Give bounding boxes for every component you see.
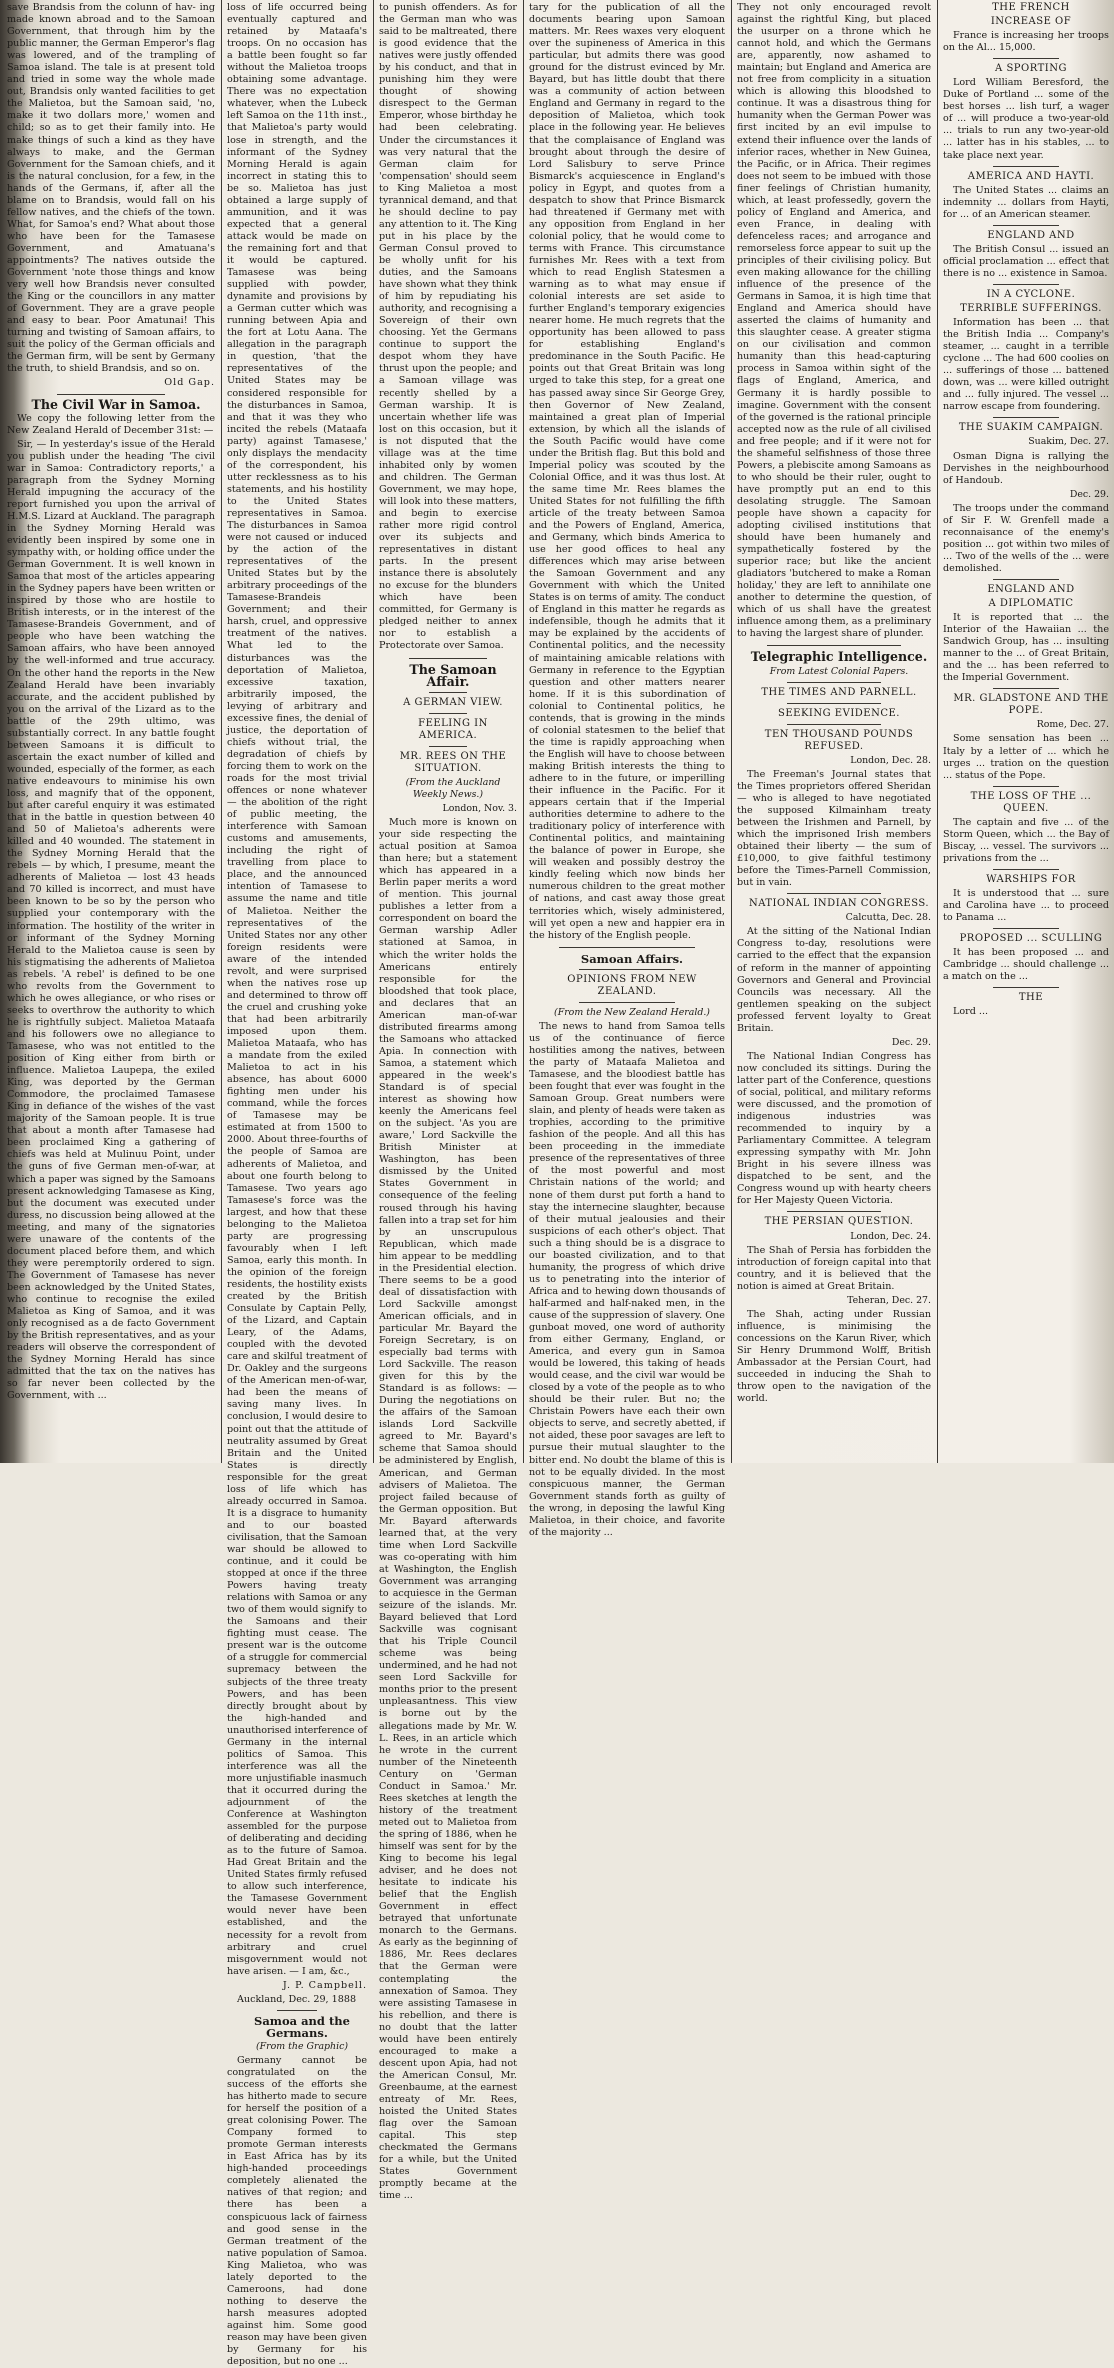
news-dateline: Dec. 29. xyxy=(1069,488,1109,500)
news-subheading: TEN THOUSAND POUNDS REFUSED. xyxy=(764,728,914,752)
column1-top-text: save Brandsis from the colunn of hav- ing made known abroad and to the Samoan Government, that through him by the public manner, the German Emperor's flag was lowered, and of the trampling of Samoa island. The tale is at present told and tried in some way the whole made out, Brandsis only wanted facilities to get the Malietoa, but the Samoan said, 'no, make it two dollars more,' women and child; so as to get their family into. He make things of such a kind as they have always to make, and the German Government for the Samoan chiefs, and it is the natural conclusion, for a few, in the hands of the Germans, if, after all the blame on to Brandsis, would fall on his fellow natives, and the chiefs of the town. What, for Samoa's end? What about those who have been for the Tamasese Government, and Amatuana's appointments? The natives outside the Government 'note those things and know very well how Brandsis never consulted the King or the councillors in any matter of Government. They are a grave people and easy to bear. Poor Amatunai! This turning and twisting of Samoan affairs, to suit the policy of the German officials and the German firm, will be sent by Germany the truth, to shield Brandsis, and so on. xyxy=(7,2,215,375)
column1-top-signature: Old Gap. xyxy=(164,377,215,389)
news-body: The British Consul ... issued an official proclamation ... effect that there is no ... existence in Samoa. xyxy=(943,243,1109,279)
news-dateline: London, Dec. 28. xyxy=(850,754,931,766)
section-divider xyxy=(409,658,487,659)
section-divider xyxy=(787,703,881,704)
news-body: The National Indian Congress has now concluded its sittings. During the latter part of the Conference, questions of social, political, and military reforms were discussed, and the promotion of indigenous industries was recommended to inquiry by a Parliamentary Committee. A telegram expressing sympathy with Mr. John Bright in his severe illness was dispatched to be sent, and the Congress wound up with hearty cheers for Her Majesty Queen Victoria. xyxy=(737,1050,931,1207)
news-heading: IN A CYCLONE. xyxy=(986,288,1076,300)
section-divider xyxy=(579,969,675,970)
news-heading: THE FRENCH xyxy=(992,2,1070,13)
news-heading: ENGLAND AND xyxy=(987,583,1075,595)
article-body: Germany cannot be congratulated on the success of the efforts she has hitherto made to secure for herself the position of a great colonising Power. The Company formed to promote German interests in East Africa has by its high-handed proceedings completely alienated the natives of that region; and there has been a conspicuous lack of fairness and good sense in the German treatment of the native population of Samoa. King Malietoa, who was lately deported to the Cameroons, had done nothing to deserve the harsh measures adopted against him. Some good reason may have been given by Germany for his deposition, but no one ... xyxy=(227,2054,367,2368)
article-subheading: A GERMAN VIEW. xyxy=(403,696,503,708)
news-subheading: A DIPLOMATIC xyxy=(988,598,1074,610)
news-heading: WARSHIPS FOR xyxy=(986,873,1076,885)
section-divider xyxy=(993,417,1059,418)
article-subheading: OPINIONS FROM NEW ZEALAND. xyxy=(567,973,697,997)
article-body: The news to hand from Samoa tells us of the continuance of fierce hostilities among the natives, between the party of Mataafa Malietoa and Tamasese, and the bloodiest battle has been fought that ever was fought in the Samoan Group. Great numbers were slain, and plenty of heads were taken as trophies, according to the primitive fashion of the people. And all this has been proceeding in the immediate presence of the representatives of three of the most powerful and most Christain nations of the world; and none of them durst put forth a hand to stay the internecine slaughter, because of their mutual jealousies and their suspicions of each other's object. That such a thing should be is a disgrace to our boasted civilization, and to that humanity, the progress of which drive us to penetrating into the interior of Africa and to hewing down thousands of half-armed and half-naked men, in the cause of the suppression of slavery. One gunboat moved, one word of authority from either Germany, England, or America, and every gun in Samoa would be lowered, this taking of heads would cease, and the civil war would be closed by a vote of the people as to who should be their ruler. But no; the Christain Powers have each their own objects to serve, and secretly abetted, if not aided, these poor savages are left to pursue their mutual slaughter to the bitter end. No doubt the blame of this is not to be equally divided. In the most conspicuous manner, the German Government stands forth as guilty of the wrong, in deposing the lawful King Malietoa, in their choice, and favorite of the majority ... xyxy=(529,1020,725,1538)
letter-dateline: Auckland, Dec. 29, 1888 xyxy=(237,1993,357,2005)
section-divider xyxy=(787,1211,881,1212)
news-body: It is reported that ... the Interior of the Hawaiian ... the Sandwich Group, has ... insulting manner to the ... of Great Britain, and the ... has been referred to the Imperial Government. xyxy=(943,612,1109,684)
article-heading-samoan-affair: The Samoan Affair. xyxy=(409,661,497,689)
column-5 xyxy=(732,0,936,1463)
news-heading: MR. GLADSTONE AND THE POPE. xyxy=(953,693,1109,717)
news-subheading: INCREASE OF xyxy=(990,16,1072,28)
section-divider xyxy=(559,947,695,948)
news-dateline: London, Dec. 24. xyxy=(850,1230,931,1242)
column-1 xyxy=(2,0,220,1463)
news-body: Some sensation has been ... Italy by a letter of ... which he urges ... tration on the question ... status of the Pope. xyxy=(943,733,1109,781)
article-source: (From the Auckland Weekly News.) xyxy=(405,776,501,800)
news-heading: ENGLAND AND xyxy=(987,229,1075,241)
news-body: Information has been ... that the British India ... Company's steamer, ... caught in a terrible cyclone ... The had 600 coolies on ... sufferings of those ... battened down, was ... were killed outright and ... fully injured. The vessel ... narrow escape from foundering. xyxy=(943,317,1109,413)
section-divider xyxy=(787,724,881,725)
section-divider xyxy=(57,394,165,395)
news-heading: PROPOSED ... SCULLING xyxy=(959,933,1103,945)
article-heading-samoan-affairs: Samoan Affairs. xyxy=(580,951,684,966)
section-divider xyxy=(993,987,1059,988)
news-body: It has been proposed ... and Cambridge ... should challenge ... a match on the ... xyxy=(943,947,1109,983)
section-divider xyxy=(429,692,467,693)
news-subheading: SEEKING EVIDENCE. xyxy=(778,707,900,719)
column-6 xyxy=(938,0,1114,1463)
news-heading-indian-congress: NATIONAL INDIAN CONGRESS. xyxy=(748,898,930,910)
article-source: (From the New Zealand Herald.) xyxy=(554,1006,710,1018)
news-body: The troops under the command of Sir F. W. Grenfell made a reconnaisance of the enemy's position ... got within two miles of ... Two of the wells of the ... were demolished. xyxy=(943,502,1109,574)
news-heading-persian-question: THE PERSIAN QUESTION. xyxy=(764,1216,914,1228)
news-body: The captain and five ... of the Storm Queen, which ... the Bay of Biscay, ... vessel. The survivors ... privations from the ... xyxy=(943,816,1109,864)
news-heading: A SPORTING xyxy=(995,63,1067,75)
article-body: They not only encouraged revolt against the rightful King, but placed the usurper on a throne which he cannot hold, and which the Germans are, apparently, now ashamed to maintain; but England and America are not free from complicity in a situation which is allowing this bloodshed to continue. It was a disastrous thing for humanity when the German Power was first incited by an evil impulse to extend their influence over the lands of inferior races, whether in New Guinea, the Pacific, or in Africa. Their regimes does not seem to be imbued with those finer feelings of Christian humanity, which, at least professedly, govern the policy of England and America, and even France, in dealing with defenceless races; and arrogance and remorseless force appear to suit up the principles of their civilising policy. But even making allowance for the chilling influence of the presence of the Germans in Samoa, it is high time that England and America should have asserted the claims of humanity and this slaughter cease. A greater stigma on our civilisation and common humanity than this head-capturing process in Samoa within sight of the flags of England, America, and Germany it is hardly possible to imagine. Government with the consent of the governed is the rational principle accepted now as the rule of all civilised and free people; and if it were not for the shameful selfishness of those three Powers, a plebiscite among Samoans as to who should be their ruler, ought to have promptly put an end to this desolating struggle. The Samoan people have shown a capacity for adopting civilised institutions that should have been humanely and sympathetically fostered by the superior race; but like the ancient gladiators 'butchered to make a Roman holiday,' they are left to annihilate one another to determine the question, of which of us shall have the greatest influence among them, as a preliminary to having the largest share of plunder. xyxy=(737,2,931,640)
section-divider xyxy=(993,284,1059,285)
news-dateline: Rome, Dec. 27. xyxy=(1036,719,1109,731)
section-divider xyxy=(993,869,1059,870)
news-body: At the sitting of the National Indian Congress to-day, resolutions were carried to the effect that the expansion of reform in the manner of appointing Governors and General and Provincial Councils was necessary. All the gentlemen speaking on the subject professed fervent loyalty to Great Britain. xyxy=(737,926,931,1034)
article-body: loss of life occurred being eventually captured and retained by Mataafa's troops. On no occasion has a battle been fought so far without the Malietoa troops obtaining some advantage. There was no expectation whatever, when the Lubeck left Samoa on the 11th inst., that Malietoa's party would lose in strength, and the informant of the Sydney Morning Herald is again incorrect in stating this to be so. Malietoa has just obtained a large supply of ammunition, and it was expected that a general attack would be made on the remaining fort and that it would be captured. Tamasese was being supplied with powder, dynamite and provisions by a German cutter which was running between Apia and the fort at Lotu Aana. The allegation in the paragraph in question, 'that the representatives of the United States may be considered responsible for the disturbances in Samoa, and that it was they who incited the rebels (Mataafa party) against Tamasese,' only displays the mendacity of the correspondent, his utter recklessness as to his statements, and his hostility to the United States representatives in Samoa. The disturbances in Samoa were not caused or induced by the action of the representatives of the United States but by the arbitrary proceedings of the Tamasese-Brandeis Government; and their harsh, cruel, and oppressive treatment of the natives. What led to the disturbances was the deportation of Malietoa, excessive taxation, arbitrarily imposed, the levying of arbitrary and excessive fines, the denial of justice, the deportation of chiefs without trial, the degradation of chiefs by forcing them to work on the roads for the most trivial offences or none whatever — the abolition of the right of public meeting, the interference with Samoan customs and amusements, including the right of travelling from place to place, and the announced intention of Tamasese to assume the name and title of Malietoa. Neither the representatives of the United States nor any other foreign residents were aware of the intended revolt, and were surprised when the natives rose up and determined to throw off the cruel and crushing yoke that had been arbitrarily imposed upon them. Malietoa Mataafa, who has a mandate from the exiled Malietoa to act in his absence, has about 6000 fighting men under his command, while the forces of Tamasese may be estimated at from 1500 to 2000. About three-fourths of the people of Samoa are adherents of Malietoa, and about one fourth belong to Tamasese. Two years ago Tamasese's force was the largest, and how that these belonging to the Malietoa party are progressing favourably when I left Samoa, early this month. In the opinion of the foreign residents, the hostility exists created by the British Consulate by Captain Pelly, of the Lizard, and Captain Leary, of the Adams, coupled with the devoted care and skilful treatment of Dr. Oakley and the surgeons of the American men-of-war, had been the means of saving many lives. In conclusion, I would desire to point out that the attitude of neutrality assumed by Great Britain and the United States is directly responsible for the great loss of life which has already occurred in Samoa. It is a disgrace to humanity and to our boasted civilisation, that the Samoan war should be allowed to continue, and it could be stopped at once if the three Powers having treaty relations with Samoa or any two of them would signify to the Samoans and their fighting must cease. The present war is the outcome of a struggle for commercial supremacy between the subjects of the three treaty Powers, and has been directly brought about by the high-handed and unauthorised interference of Germany in the internal politics of Samoa. This interference was all the more unjustifiable inasmuch that it occurred during the adjournment of the Conference at Washington assembled for the purpose of deliberating and deciding as to the future of Samoa. Had Great Britain and the United States firmly refused to allow such interference, the Tamasese Government would never have been established, and the necessity for a revolt from arbitrary and cruel misgovernment would not have arisen. — I am, &c., xyxy=(227,2,368,1977)
article-body: tary for the publication of all the documents bearing upon Samoan matters. Mr. Rees waxes very eloquent over the supineness of America in this particular, but admits there was good ground for the distrust evinced by Mr. Bayard, but has little doubt that there was a community of action between England and Germany in regard to the deposition of Malietoa, which took place in the following year. He believes that the complaisance of England was brought about through the desire of Lord Salisbury to serve Prince Bismarck's acquiescence in England's policy in Egypt, and quotes from a despatch to show that Prince Bismarck had threatened if Germany met with any opposition from England in her colonial policy, that he would come to terms with France. This circumstance furnishes Mr. Rees with a text from which to read English Statesmen a warning as to what may ensue if colonial interests are set aside to further England's temporary exigencies nearer home. He much regrets that the opportunity has been allowed to pass for establishing England's predominance in the South Pacific. He points out that Great Britain was long urged to take this step, for a great one has passed away since Sir George Grey, then Governor of New Zealand, maintained a great plan of Imperial extension, by which all the islands of the South Pacific would have come under the British flag. But this bold and Imperial policy was scouted by the Colonial Office, and it was thus lost. At the same time Mr. Rees blames the United States for not fulfilling the fifth article of the treaty between Samoa and the Powers of England, America, and Germany, which binds America to use her good offices to heal any differences which may arise between the Samoan Government and any Government with which the United States is on terms of amity. The conduct of England in this matter he regards as indefensible, though he admits that it may be explained by the accidents of Continental politics, and the necessity of maintaining amicable relations with Germany in reference to the Egyptian question and other matters nearer home. If it is this subordination of colonial to Continental politics, he contends, that is growing in the minds of colonial statesmen to the belief that the time is rapidly approaching when the English will have to choose between making British interests the thing to adhere to in the future, or imperilling their influence in the Pacific. For it appears certain that if the Imperial authorities determine to adhere to the traditionary policy of interference with Continental politics, and maintaining the balance of power in Europe, she will weaken and possibly destroy the kindly feeling which now binds her numerous children to the great mother of nations, and cast away those great territories which, wisely administered, will yet open a new and happier era in the history of the English people. xyxy=(529,2,725,941)
section-divider xyxy=(579,1002,675,1003)
news-dateline: Dec. 29. xyxy=(891,1036,931,1048)
news-heading: AMERICA AND HAYTI. xyxy=(967,170,1095,182)
news-body: The Shah of Persia has forbidden the introduction of foreign capital into that country, and it is believed that the notion is aimed at Great Britain. xyxy=(737,1244,931,1292)
news-body: Lord ... xyxy=(953,1006,989,1018)
letter-signature: J. P. Campbell. xyxy=(282,1979,367,1991)
section-divider xyxy=(993,786,1059,787)
column-3 xyxy=(374,0,522,2202)
section-divider xyxy=(993,688,1059,689)
section-divider xyxy=(787,893,881,894)
section-divider xyxy=(993,579,1059,580)
news-subheading: TERRIBLE SUFFERINGS. xyxy=(960,302,1102,314)
section-divider xyxy=(767,645,901,646)
section-divider xyxy=(993,928,1059,929)
section-source: From Latest Colonial Papers. xyxy=(769,665,909,677)
article-heading-samoa-germans: Samoa and the Germans. xyxy=(254,2013,350,2040)
news-heading: THE xyxy=(1018,992,1044,1004)
article-body: Sir, — In yesterday's issue of the Herald you publish under the heading 'The civil war in Samoa: Contradictory reports,' a paragraph from the Sydney Morning Herald impugning the accuracy of the report furnished you upon the arrival of H.M.S. Lizard at Auckland. The paragraph in the Sydney Morning Herald was evidently been inspired by some one in sympathy with, or holding office under the German Government. It is well known in Samoa that most of the articles appearing in the Sydney papers have been written or inspired by those who are hostile to British interests, or in the interest of the Tamasese-Brandeis Government, and of people who have been watching the Samoan affairs, who have been annoyed by the well-informed and true accuracy. On the other hand the reports in the New Zealand Herald have been invariably accurate, and the accident published by you on the arrival of the Lizard as to the battle of the 29th ultimo, was substantially correct. In any battle fought between Samoans it is difficult to ascertain the exact number of killed and wounded, especially of the former, as each native endeavours to minimise his own loss, and magnify that of the opponent, but after careful enquiry it was estimated that in the battle in question between 40 and 50 of Malietoa's adherents were killed and 40 wounded. The statement in the Sydney Morning Herald that the rebels — by which, I presume, meant the adherents of Malietoa — lost 43 heads and 70 killed is incorrect, and must have been known to be so by the person who supplied your contemporary with the information. The hostility of the writer in or informant of the Sydney Morning Herald to the Malietoa cause is seen by his stigmatising the adherents of Malietoa as rebels. 'A rebel' is defined to be one who revolts from the Government to which he owes allegiance, or who rises or seeks to overthrow the authority to which he is rightfully subject. Malietoa Mataafa and his followers owe no allegiance to Tamasese, who was not entitled to the position of King either from birth or influence. Malietoa Laupepa, the exiled King, was deported by the German Commodore, the proclaimed Tamasese King in defiance of the wishes of the vast majority of the Samoan people. It is true that about a month after Tamasese had been proclaimed King a gathering of chiefs was held at Mulinuu Point, under the guns of five German men-of-war, at which a paper was signed by the Samoans present acknowledging Tamasese as King, but the document was executed under duress, no discussion being allowed at the meeting, and many of the signatories were unaware of the contents of the document placed before them, and which they were peremptorily ordered to sign. The Government of Tamasese has never been acknowledged by the United States, who continue to recognise the exiled Malietoa as King of Samoa, and it was only recognised as a de facto Government by the British representatives, and as your readers will observe the correspondent of the Sydney Morning Herald has since admitted that the tax on the natives has so far never been collected by the Government, with ... xyxy=(7,438,215,1402)
article-intro: We copy the following letter from the New Zealand Herald of December 31st: — xyxy=(7,412,215,436)
news-body: Lord William Beresford, the Duke of Portland ... some of the best horses ... lish turf, a wager of ... will produce a two-year-old ... trials to run any two-year-old ... latter has in his stables, ... to take place next year. xyxy=(943,77,1109,161)
news-body: The Freeman's Journal states that the Times proprietors offered Sheridan — who is alleged to have negotiated the supposed Kilmainham treaty between the Irishmen and Parnell, by which the imprisoned Irish members obtained their liberty — the sum of £10,000, to give faithful testimony before the Times-Parnell Commission, but in vain. xyxy=(737,768,931,889)
news-body: France is increasing her troops on the Al... 15,000. xyxy=(943,30,1109,54)
news-body: The United States ... claims an indemnity ... dollars from Hayti, for ... of an American steamer. xyxy=(943,184,1109,220)
news-heading-times-parnell: THE TIMES AND PARNELL. xyxy=(761,686,917,698)
section-divider xyxy=(429,713,467,714)
section-heading-telegraphic: Telegraphic Intelligence. xyxy=(750,649,928,665)
article-source: (From the Graphic) xyxy=(256,2040,348,2052)
section-divider xyxy=(787,682,881,683)
news-heading: THE SUAKIM CAMPAIGN. xyxy=(958,422,1104,434)
section-divider xyxy=(993,225,1059,226)
section-divider xyxy=(277,2010,317,2011)
article-subheading: FEELING IN AMERICA. xyxy=(418,717,488,741)
news-heading: THE LOSS OF THE ... QUEEN. xyxy=(970,790,1092,814)
article-subheading: MR. REES ON THE SITUATION. xyxy=(399,750,507,774)
section-divider xyxy=(993,166,1059,167)
article-dateline: London, Nov. 3. xyxy=(442,802,517,814)
news-dateline: Teheran, Dec. 27. xyxy=(847,1294,931,1306)
section-divider xyxy=(429,746,467,747)
column-4 xyxy=(524,0,730,1538)
article-body: to punish offenders. As for the German man who was said to be maltreated, there is good evidence that the natives were justly offended by his conduct, and that in punishing him they were thought of showing disrespect to the German Emperor, whose birthday he had been celebrating. Under the circumstances it was very natural that the German claim for 'compensation' should seem to King Malietoa a most tyrannical demand, and that he should decline to pay any attention to it. The King put in his place by the German Consul proved to be wholly unfit for his duties, and the Samoans have shown what they think of him by repudiating his authority, and recognising a Sovereign of their own choosing. Yet the Germans continue to support the despot whom they have thrust upon the people; and a Samoan village was recently shelled by a German warship. It is uncertain whether life was lost on this occasion, but it is not disputed that the village was at the time inhabited only by women and children. The German Government, we may hope, will look into these matters, and begin to exercise rather more rigid control over its subjects and representatives in distant parts. In the present instance there is absolutely no excuse for the blunders which have been committed, for Germany is pledged neither to annex nor to establish a Protectorate over Samoa. xyxy=(379,2,517,652)
column-2 xyxy=(222,0,372,2368)
news-body: The Shah, acting under Russian influence, is minimising the concessions on the Karun River, which Sir Henry Drummond Wolff, British Ambassador at the Persian Court, had succeeded in inducing the Shah to throw open to the navigation of the world. xyxy=(737,1308,931,1405)
article-body: Much more is known on your side respecting the actual position at Samoa than here; but a statement which has appeared in a Berlin paper merits a word of mention. This journal publishes a letter from a correspondent on board the German warship Adler stationed at Samoa, in which the writer holds the Americans entirely responsible for the bloodshed that took place, and declares that an American man-of-war distributed firearms among the Samoans who attacked Apia. In connection with Samoa, a statement which appeared in the week's Standard is of special interest as showing how keenly the Americans feel on the subject. 'As you are aware,' Lord Sackville the British Minister at Washington, has been dismissed by the United States Government in consequence of the feeling roused through his having fallen into a trap set for him by an unscrupulous Republican, which made him appear to be meddling in the Presidential election. There seems to be a good deal of dissatisfaction with Lord Sackville amongst American officials, and in particular Mr. Bayard the Foreign Secretary, is on especially bad terms with Lord Sackville. The reason given for this by the Standard is as follows: — During the negotiations on the affairs of the Samoan islands Lord Sackville agreed to Mr. Bayard's scheme that Samoa should be administered by English, American, and German advisers of Malietoa. The project failed because of the German opposition. But Mr. Bayard afterwards learned that, at the very time when Lord Sackville was co-operating with him at Washington, the English Government was arranging to acquiesce in the German seizure of the islands. Mr. Bayard believed that Lord Sackville was cognisant that his Triple Council scheme was being undermined, and he had not seen Lord Sackville for months prior to the present unpleasantness. This view is borne out by the allegations made by Mr. W. L. Rees, in an article which he wrote in the current number of the Nineteenth Century on 'German Conduct in Samoa.' Mr. Rees sketches at length the history of the treatment meted out to Malietoa from the spring of 1886, when he himself was sent for by the King to become his legal adviser, and he does not hesitate to indicate his belief that the English Government in effect betrayed that unfortunate monarch to the Germans. As early as the beginning of 1886, Mr. Rees declares that the German were contemplating the annexation of Samoa. They were assisting Tamasese in his rebellion, and there is no doubt that the latter would have been entirely encouraged to make a descent upon Apia, had not the American Consul, Mr. Greenbaume, at the earnest entreaty of Mr. Rees, hoisted the United States flag over the Samoan capital. This step checkmated the Germans for a while, but the United States Government promptly became at the time ... xyxy=(379,817,517,2202)
news-body: It is understood that ... sure and Carolina have ... to proceed to Panama ... xyxy=(943,888,1109,924)
news-dateline: Suakim, Dec. 27. xyxy=(1028,436,1109,448)
news-dateline: Calcutta, Dec. 28. xyxy=(845,912,931,924)
section-divider xyxy=(993,58,1059,59)
article-heading-civil-war: The Civil War in Samoa. xyxy=(31,396,201,412)
news-body: Osman Digna is rallying the Dervishes in the neighbourhood of Handoub. xyxy=(943,450,1109,486)
